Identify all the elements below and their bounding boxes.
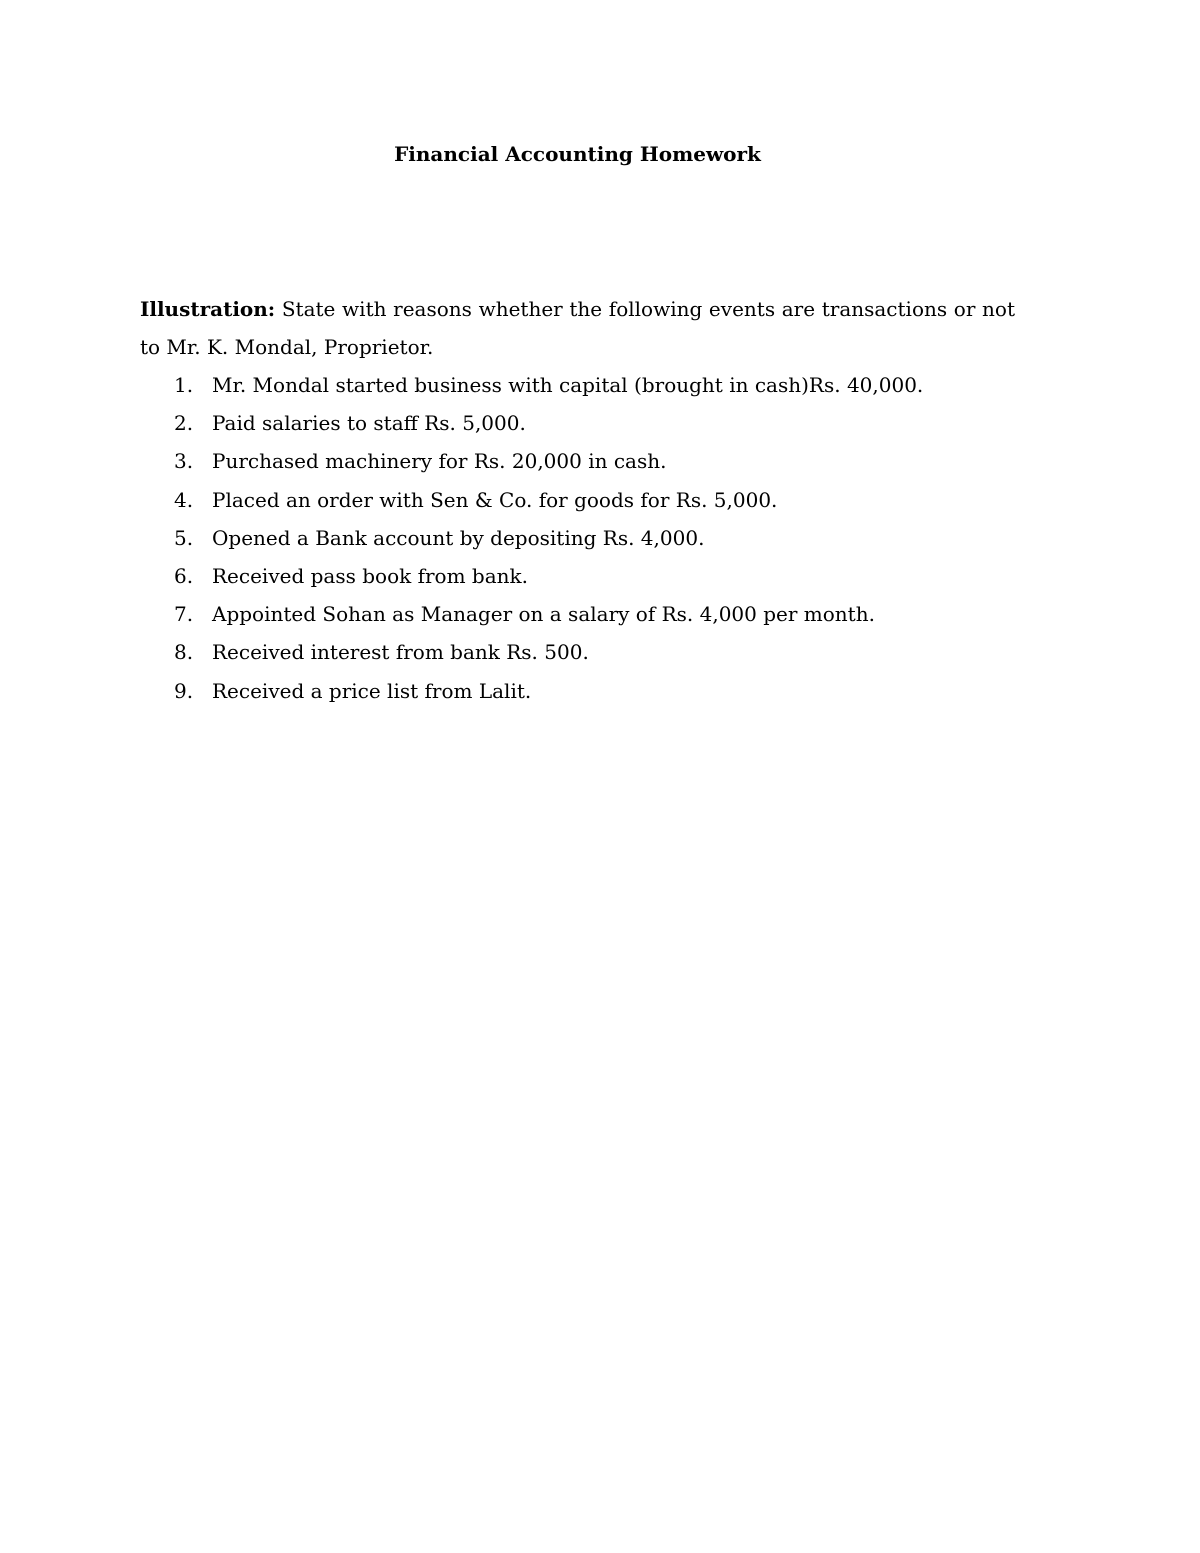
item-number: 2.	[174, 411, 194, 436]
item-number: 9.	[174, 678, 194, 703]
item-number: 3.	[174, 449, 194, 474]
item-text: Received a price list from Lalit.	[212, 678, 532, 703]
list-item	[0, 442, 1100, 480]
illustration-paragraph	[140, 290, 1015, 366]
list-item	[0, 366, 1100, 404]
illustration-label: Illustration:	[140, 297, 276, 321]
item-text: Received interest from bank Rs. 500.	[212, 640, 589, 665]
item-number: 4.	[174, 487, 194, 512]
list-item	[0, 633, 1100, 671]
list-item	[0, 481, 1100, 519]
item-text: Paid salaries to staff Rs. 5,000.	[212, 411, 526, 436]
item-text: Placed an order with Sen & Co. for goods for Rs. 5,000.	[212, 487, 778, 512]
item-number: 8.	[174, 640, 194, 665]
list-item	[0, 404, 1100, 442]
event-list	[0, 366, 1100, 710]
item-number: 5.	[174, 525, 194, 550]
item-text: Opened a Bank account by depositing Rs. 4,000.	[212, 525, 705, 550]
list-item	[0, 519, 1100, 557]
item-text: Received pass book from bank.	[212, 563, 529, 588]
document-title: Financial Accounting Homework	[394, 142, 761, 166]
item-number: 1.	[174, 373, 194, 397]
illustration-text: State with reasons whether the following events are transactions or not to Mr. K. Mondal, Proprietor.	[140, 297, 1016, 359]
item-text: Mr. Mondal started business with capital (brought in cash)Rs. 40,000.	[212, 373, 924, 397]
item-text: Purchased machinery for Rs. 20,000 in cash.	[212, 449, 667, 474]
list-item	[0, 595, 1100, 633]
list-item	[0, 557, 1100, 595]
list-item	[0, 672, 1100, 710]
item-text: Appointed Sohan as Manager on a salary of Rs. 4,000 per month.	[212, 602, 875, 627]
item-number: 6.	[174, 563, 194, 588]
item-number: 7.	[174, 602, 194, 627]
